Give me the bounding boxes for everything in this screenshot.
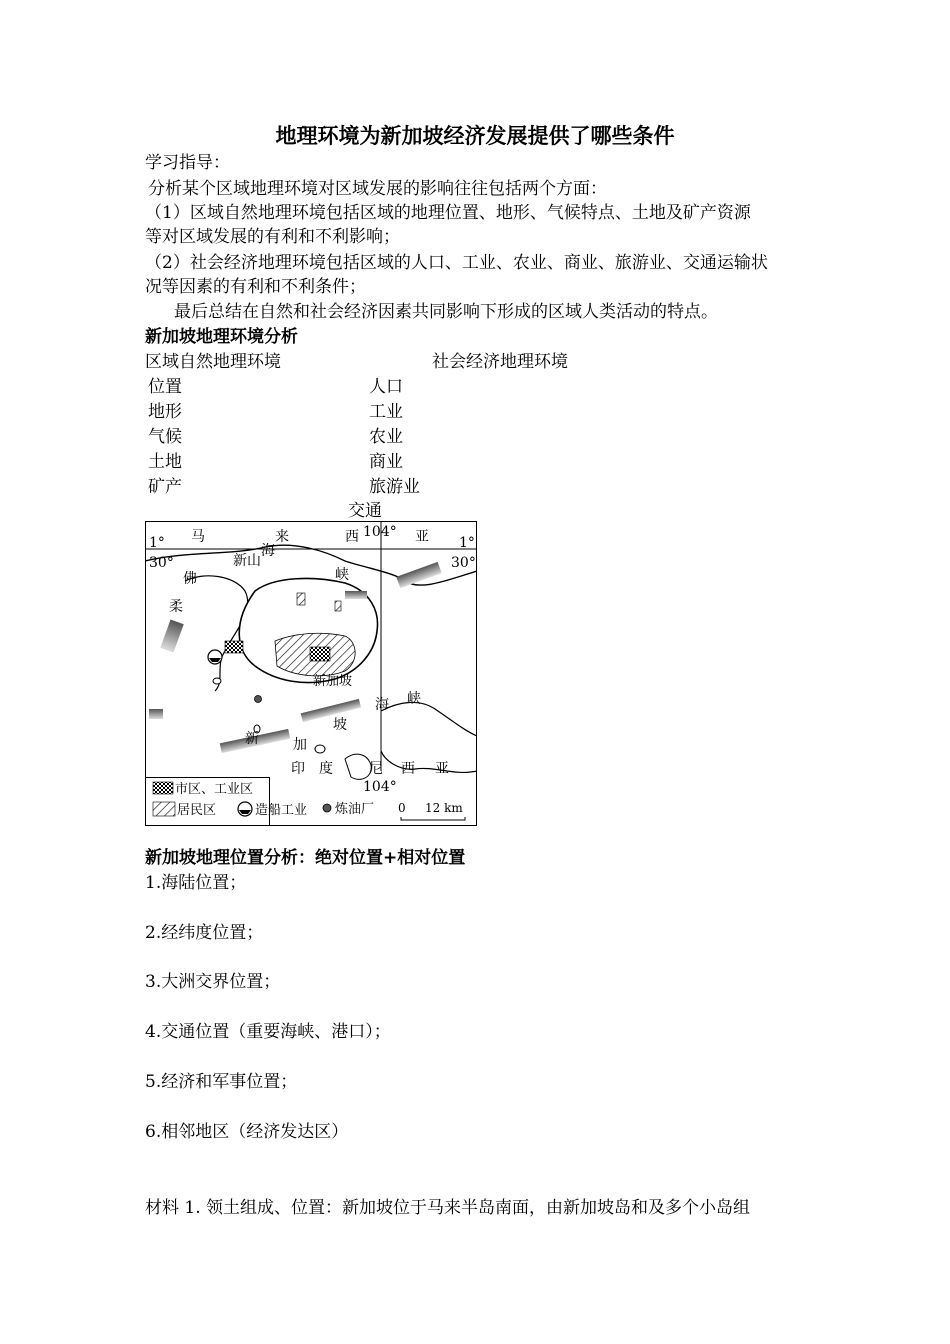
scale-value: 12 km xyxy=(425,801,463,815)
legend-residential-label: 居民区 xyxy=(177,803,217,818)
map-label-fo: 佛 xyxy=(183,571,197,587)
map-label-ma: 马 xyxy=(191,529,205,545)
natural-item: 位置 xyxy=(148,377,182,397)
legend-refinery-icon xyxy=(323,804,331,812)
location-item: 1.海陆位置； xyxy=(145,873,247,893)
shipbuilding-marker xyxy=(208,650,222,664)
map-label-hai2: 海 xyxy=(375,697,389,713)
map-label-jia: 加 xyxy=(293,737,307,753)
social-item: 旅游业 xyxy=(369,477,420,497)
coastal-shading xyxy=(149,709,163,719)
guide-heading: 学习指导： xyxy=(145,153,230,173)
social-item: 工业 xyxy=(369,402,403,422)
map-label-xin: 新 xyxy=(245,731,259,747)
legend-shipbuilding-label: 造船工业 xyxy=(255,803,308,818)
guide-point-1: （1）区域自然地理环境包括区域的地理位置、地形、气候特点、土地及矿产资源 xyxy=(145,203,751,223)
natural-env-heading: 区域自然地理环境 xyxy=(145,352,281,372)
island xyxy=(315,745,325,753)
natural-item: 地形 xyxy=(148,402,182,422)
legend-urban-label: 市区、工业区 xyxy=(175,782,254,797)
island xyxy=(213,678,221,684)
map-lat-right: 1° xyxy=(459,535,475,551)
legend-residential-swatch xyxy=(153,802,175,816)
social-item: 交通 xyxy=(348,501,382,521)
scale-zero: 0 xyxy=(398,801,406,815)
map-lon-top: 104° xyxy=(363,524,397,540)
map-min-right: 30° xyxy=(451,555,476,571)
map-label-ya: 亚 xyxy=(415,529,429,545)
map-label-rou: 柔 xyxy=(169,599,183,615)
legend-refinery-label: 炼油厂 xyxy=(335,802,375,817)
urban-area xyxy=(225,641,243,653)
social-item: 农业 xyxy=(369,427,403,447)
map-label-xia2: 峡 xyxy=(407,691,421,707)
location-item: 6.相邻地区（经济发达区） xyxy=(145,1122,349,1142)
map-label-indonesia: 度 xyxy=(319,761,333,777)
map-min-left: 30° xyxy=(149,555,174,571)
location-item: 4.交通位置（重要海峡、港口）； xyxy=(145,1022,391,1042)
social-item: 人口 xyxy=(369,377,403,397)
natural-item: 土地 xyxy=(148,452,182,472)
residential-area xyxy=(335,601,341,611)
guide-point-2-cont: 况等因素的有利和不利条件； xyxy=(145,277,366,297)
map-label-lai: 来 xyxy=(275,529,289,545)
map-label-hai1: 海 xyxy=(261,543,275,559)
location-item: 3.大洲交界位置； xyxy=(145,972,281,992)
guide-point-2: （2）社会经济地理环境包括区域的人口、工业、农业、商业、旅游业、交通运输状 xyxy=(145,253,768,273)
location-heading: 新加坡地理位置分析：绝对位置+相对位置 xyxy=(145,848,466,868)
residential-area xyxy=(297,593,305,605)
map-label-xinshan: 新山 xyxy=(233,553,261,569)
map-label-indonesia: 亚 xyxy=(435,761,449,777)
map-label-xia1: 峡 xyxy=(335,567,349,583)
coastal-shading xyxy=(345,591,367,599)
refinery-marker xyxy=(255,696,262,703)
legend-urban-swatch xyxy=(153,782,173,794)
natural-item: 气候 xyxy=(148,427,182,447)
guide-point-1-cont: 等对区域发展的有利和不利影响； xyxy=(145,227,400,247)
page-title: 地理环境为新加坡经济发展提供了哪些条件 xyxy=(275,124,675,148)
natural-item: 矿产 xyxy=(148,477,182,497)
guide-summary: 最后总结在自然和社会经济因素共同影响下形成的区域人类活动的特点。 xyxy=(174,302,718,322)
map-label-po: 坡 xyxy=(333,717,347,733)
social-item: 商业 xyxy=(369,452,403,472)
material-paragraph: 材料 1. 领土组成、位置：新加坡位于马来半岛南面，由新加坡岛和及多个小岛组 xyxy=(145,1198,751,1218)
map-lon-bottom: 104° xyxy=(363,779,397,795)
social-env-heading: 社会经济地理环境 xyxy=(432,352,568,372)
singapore-map xyxy=(145,521,477,826)
guide-intro: 分析某个区域地理环境对区域发展的影响往往包括两个方面： xyxy=(148,179,607,199)
urban-area xyxy=(310,647,330,661)
map-label-indonesia: 印 xyxy=(291,761,305,777)
analysis-heading: 新加坡地理环境分析 xyxy=(145,327,298,347)
map-label-xi: 西 xyxy=(345,529,359,545)
map-label-indonesia: 尼 xyxy=(369,761,383,777)
location-item: 2.经纬度位置； xyxy=(145,923,264,943)
location-item: 5.经济和军事位置； xyxy=(145,1072,298,1092)
map-label-singapore: 新加坡 xyxy=(313,674,353,689)
map-lat-left: 1° xyxy=(149,535,165,551)
map-label-indonesia: 西 xyxy=(401,761,415,777)
